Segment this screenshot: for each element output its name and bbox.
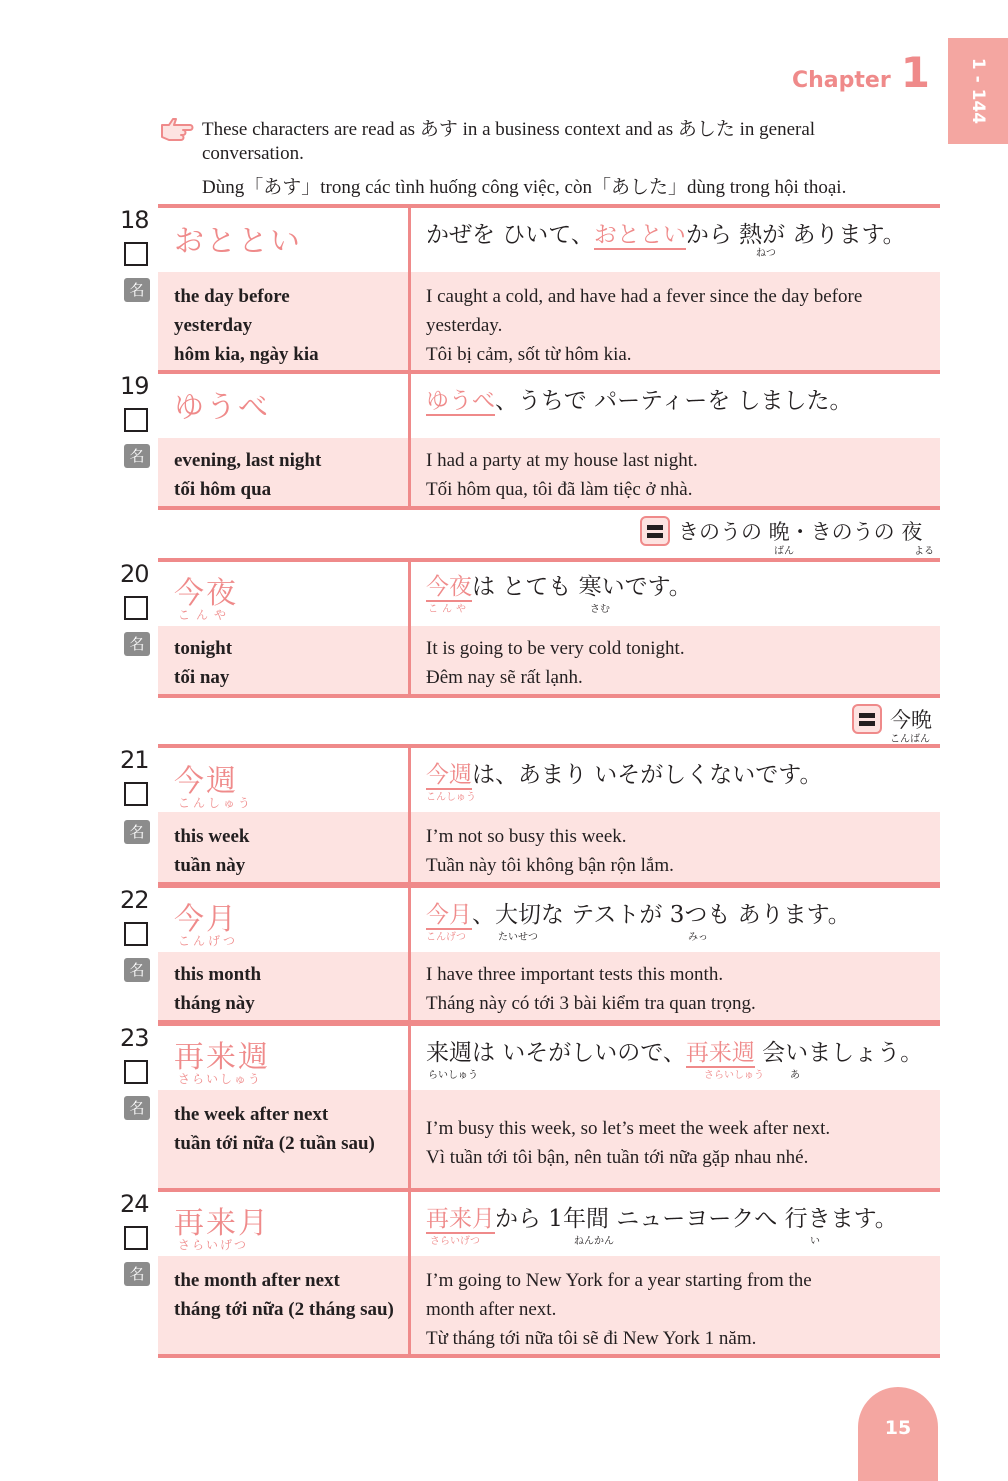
entry-checkbox[interactable]	[124, 1060, 148, 1084]
headword: 再来月	[174, 1206, 270, 1241]
entry-card	[158, 558, 940, 698]
vocab-entry-23	[120, 1022, 940, 1192]
noun-badge: 名	[124, 632, 150, 656]
headword: ゆうべ	[174, 390, 270, 425]
column-divider	[408, 888, 411, 1020]
synonym-furigana: こんばん	[890, 734, 930, 745]
entry-card	[158, 1022, 940, 1192]
equals-icon	[640, 516, 670, 546]
noun-badge: 名	[124, 1096, 150, 1120]
highlighted-word: 今月	[426, 902, 472, 928]
range-tab	[948, 38, 1008, 144]
entry-card	[158, 370, 940, 510]
furigana: らいしゅう	[428, 1070, 478, 1081]
example-sentence-jp: かぜを ひいて、おとといから 熱が あります。	[426, 222, 906, 248]
noun-badge: 名	[124, 278, 150, 302]
furigana: さむ	[590, 604, 610, 615]
vocab-entry-22	[120, 884, 940, 1024]
meaning: evening, last night tối hôm qua	[174, 450, 322, 500]
entry-checkbox[interactable]	[124, 1226, 148, 1250]
synonym-furigana: よる	[914, 546, 934, 557]
example-translation: I’m going to New York for a year starting from the month after next. Từ tháng tới nữa tôi sẽ đi New York 1 năm.	[426, 1270, 812, 1349]
column-divider	[408, 1192, 411, 1354]
example-translation: It is going to be very cold tonight. Đêm nay sẽ rất lạnh.	[426, 638, 685, 688]
headword: おととい	[174, 224, 302, 259]
entry-card	[158, 204, 940, 374]
example-sentence-jp: 今月、大切な テストが 3つも あります。	[426, 902, 851, 928]
chapter-number: 1	[900, 48, 930, 97]
chapter-heading	[792, 48, 930, 97]
meaning: the month after next tháng tới nữa (2 tháng sau)	[174, 1270, 394, 1320]
furigana: さらいしゅう	[704, 1070, 764, 1081]
headword-reading: こんしゅう	[178, 796, 254, 810]
furigana: ねんかん	[574, 1236, 614, 1247]
column-divider	[408, 374, 411, 506]
entry-card	[158, 884, 940, 1024]
noun-badge: 名	[124, 820, 150, 844]
column-divider	[408, 208, 411, 370]
example-sentence-jp: 今週は、あまり いそがしくないです。	[426, 762, 823, 788]
furigana: こんや	[428, 604, 470, 615]
entry-number: 21	[120, 746, 149, 774]
equals-icon	[852, 704, 882, 734]
entry-checkbox[interactable]	[124, 408, 148, 432]
entry-number: 24	[120, 1190, 149, 1218]
vocab-entry-18	[120, 204, 940, 374]
column-divider	[408, 562, 411, 694]
meaning: the week after next tuần tới nữa (2 tuần sau)	[174, 1104, 375, 1154]
column-divider	[408, 748, 411, 882]
note-line-1: These characters are read as あす in a business context and as あした in general	[202, 119, 816, 140]
furigana: い	[810, 1236, 820, 1247]
headword: 今月	[174, 902, 238, 937]
furigana: こんしゅう	[426, 792, 476, 803]
meaning: the day before yesterday hôm kia, ngày kia	[174, 286, 319, 365]
highlighted-word: ゆうべ	[426, 388, 495, 414]
headword: 今夜	[174, 576, 238, 611]
headword-reading: こんや	[178, 608, 233, 622]
furigana: たいせつ	[498, 932, 538, 943]
highlighted-word: 今夜	[426, 574, 472, 600]
highlighted-word: 今週	[426, 762, 472, 788]
note-line-3: Dùng「あす」trong các tình huống công việc, còn「あした」dùng trong hội thoại.	[202, 177, 847, 198]
furigana: こんげつ	[426, 932, 466, 943]
headword-reading: さらいげつ	[178, 1238, 249, 1252]
furigana: さらいげつ	[430, 1236, 480, 1247]
highlighted-word: 再来月	[426, 1206, 495, 1232]
chapter-label: Chapter	[792, 68, 891, 93]
entry-checkbox[interactable]	[124, 596, 148, 620]
vocab-entry-21	[120, 744, 940, 886]
noun-badge: 名	[124, 444, 150, 468]
column-divider	[408, 1026, 411, 1188]
noun-badge: 名	[124, 1262, 150, 1286]
vocab-entry-19	[120, 370, 940, 510]
meaning: this month tháng này	[174, 964, 262, 1014]
meaning: tonight tối nay	[174, 638, 233, 688]
synonym-text: 今晩	[890, 708, 932, 732]
entry-number: 20	[120, 560, 149, 588]
highlighted-word: 再来週	[685, 1040, 755, 1066]
example-translation: I’m busy this week, so let’s meet the week after next. Vì tuần tới tôi bận, nên tuần tới nữa gặp nhau nhé.	[426, 1118, 831, 1168]
noun-badge: 名	[124, 958, 150, 982]
vocab-entry-24	[120, 1188, 940, 1358]
entry-card	[158, 744, 940, 886]
example-translation: I had a party at my house last night. Tối hôm qua, tôi đã làm tiệc ở nhà.	[426, 450, 698, 500]
range-label: 1 - 144	[968, 57, 988, 125]
entry-checkbox[interactable]	[124, 922, 148, 946]
entry-number: 23	[120, 1024, 149, 1052]
pointing-hand-icon	[160, 116, 194, 142]
entry-number: 19	[120, 372, 149, 400]
highlighted-word: おととい	[593, 222, 686, 248]
meaning: this week tuần này	[174, 826, 250, 876]
example-sentence-jp: 来週は いそがしいので、再来週 会いましょう。	[426, 1040, 924, 1066]
example-translation: I have three important tests this month. Tháng này có tới 3 bài kiểm tra quan trọng.	[426, 964, 756, 1014]
example-sentence-jp: 再来月から 1年間 ニューヨークへ 行きます。	[426, 1206, 898, 1232]
entry-number: 22	[120, 886, 149, 914]
example-translation: I’m not so busy this week. Tuần này tôi không bận rộn lắm.	[426, 826, 674, 876]
example-translation: I caught a cold, and have had a fever since the day before yesterday. Tôi bị cảm, sốt từ hôm kia.	[426, 286, 863, 365]
entry-card	[158, 1188, 940, 1358]
headword: 今週	[174, 764, 238, 799]
furigana: ねつ	[756, 248, 776, 259]
headword: 再来週	[174, 1040, 270, 1075]
example-sentence-jp: ゆうべ、うちで パーティーを しました。	[426, 388, 853, 414]
page-number-tab	[858, 1387, 938, 1481]
headword-reading: こんげつ	[178, 934, 239, 948]
entry-number: 18	[120, 206, 149, 234]
synonym-text: きのうの 晩・きのうの 夜	[678, 520, 923, 544]
page-number: 15	[884, 1417, 912, 1439]
example-sentence-jp: 今夜は とても 寒いです。	[426, 574, 692, 600]
furigana: みっ	[688, 932, 708, 943]
headword-reading: さらいしゅう	[178, 1072, 263, 1086]
note-line-2: conversation.	[202, 143, 304, 164]
synonym-furigana: ばん	[774, 546, 794, 557]
entry-checkbox[interactable]	[124, 782, 148, 806]
furigana: あ	[790, 1070, 800, 1081]
entry-checkbox[interactable]	[124, 242, 148, 266]
vocab-entry-20	[120, 558, 940, 698]
